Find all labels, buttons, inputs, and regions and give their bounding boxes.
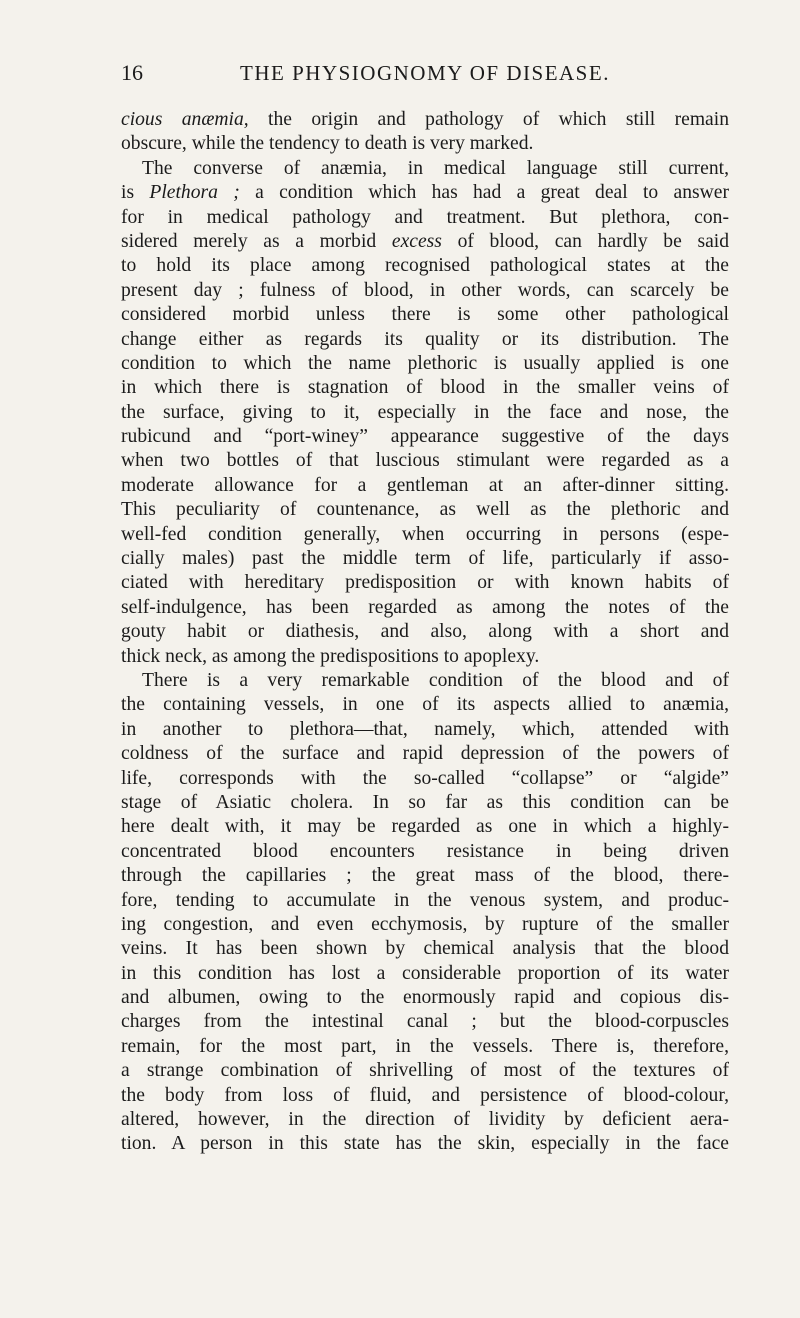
line-text: altered, however, in the direction of lividity by deficient aera- [121, 1109, 729, 1131]
line-text: the containing vessels, in one of its aspects allied to anæmia, [121, 694, 729, 716]
text-line [121, 1084, 729, 1108]
line-text-continued: the origin and pathology of which still remain [248, 109, 729, 130]
text-line [121, 449, 729, 473]
line-text: is [121, 182, 150, 204]
line-text: present day ; fulness of blood, in other words, can scarcely be [121, 279, 729, 301]
line-text: remain, for the most part, in the vessels. There is, therefore, [121, 1035, 729, 1057]
text-line [121, 937, 729, 961]
line-text: condition to which the name plethoric is usually applied is one [121, 352, 729, 374]
text-line [121, 254, 729, 278]
line-text: self-indulgence, has been regarded as among the notes of the [121, 596, 729, 618]
line-text: to hold its place among recognised pathological states at the [121, 255, 729, 277]
text-line [121, 1132, 729, 1156]
line-text: tion. A person in this state has the skin, especially in the face [121, 1133, 729, 1155]
text-line [121, 571, 729, 595]
text-line [121, 328, 729, 352]
text-line [121, 1108, 729, 1132]
text-line [121, 474, 729, 498]
text-line [121, 547, 729, 571]
line-text: in this condition has lost a considerable proportion of its water [121, 962, 729, 984]
line-text: considered morbid unless there is some other pathological [121, 304, 729, 326]
line-text: ciated with hereditary predisposition or with known habits of [121, 572, 729, 594]
line-text: and albumen, owing to the enormously rapid and copious dis- [121, 987, 729, 1009]
text-line [121, 1035, 729, 1059]
text-line [121, 669, 729, 693]
text-line [121, 279, 729, 303]
line-text: thick neck, as among the predispositions to apoplexy. [121, 645, 540, 667]
text-line [121, 596, 729, 620]
text-line [121, 718, 729, 742]
body-text [121, 108, 729, 1157]
page-header [121, 58, 729, 88]
text-line [121, 864, 729, 888]
text-line [121, 376, 729, 400]
text-line [121, 352, 729, 376]
line-italic-text: Plethora ; [149, 182, 240, 204]
text-line [121, 791, 729, 815]
text-line [121, 230, 729, 254]
text-line [121, 1010, 729, 1034]
line-text: rubicund and “port-winey” appearance suggestive of the days [121, 426, 729, 448]
text-line [121, 620, 729, 644]
line-text: well-fed condition generally, when occurring in persons (espe- [121, 523, 729, 545]
line-text: moderate allowance for a gentleman at an after-dinner sitting. [121, 474, 729, 496]
text-line [121, 108, 729, 132]
line-text: The converse of anæmia, in medical language still current, [142, 157, 729, 179]
line-text: There is a very remarkable condition of the blood and of [142, 669, 729, 691]
text-line [121, 498, 729, 522]
line-text: sidered merely as a morbid [121, 230, 392, 252]
line-text: veins. It has been shown by chemical analysis that the blood [121, 938, 729, 960]
line-text: for in medical pathology and treatment. But plethora, con- [121, 206, 729, 228]
line-text: concentrated blood encounters resistance in being driven [121, 840, 729, 862]
line-text: the body from loss of fluid, and persistence of blood-colour, [121, 1084, 729, 1106]
text-line [121, 523, 729, 547]
line-text: change either as regards its quality or its distribution. The [121, 328, 729, 350]
line-text: in which there is stagnation of blood in the smaller veins of [121, 377, 729, 399]
line-text: life, corresponds with the so-called “collapse” or “algide” [121, 767, 729, 789]
line-italic-text: cious anæmia, [121, 109, 249, 130]
text-line [121, 742, 729, 766]
text-line [121, 425, 729, 449]
line-text: stage of Asiatic cholera. In so far as this condition can be [121, 791, 729, 813]
text-line [121, 1059, 729, 1083]
text-line [121, 303, 729, 327]
text-line [121, 889, 729, 913]
text-line [121, 693, 729, 717]
line-text: the surface, giving to it, especially in the face and nose, the [121, 401, 729, 423]
line-text: coldness of the surface and rapid depression of the powers of [121, 743, 729, 765]
line-text: obscure, while the tendency to death is very marked. [121, 133, 534, 155]
text-line [121, 913, 729, 937]
line-text: ing congestion, and even ecchymosis, by rupture of the smaller [121, 913, 729, 935]
text-line [121, 401, 729, 425]
line-text: in another to plethora—that, namely, which, attended with [121, 718, 729, 740]
text-line [121, 840, 729, 864]
page-number: 16 [121, 60, 143, 85]
line-text: through the capillaries ; the great mass of the blood, there- [121, 865, 729, 887]
text-line [121, 206, 729, 230]
text-line [121, 645, 729, 669]
line-text: cially males) past the middle term of life, particularly if asso- [121, 548, 729, 570]
line-text: when two bottles of that luscious stimulant were regarded as a [121, 450, 729, 472]
line-text: here dealt with, it may be regarded as one in which a highly- [121, 816, 729, 838]
text-line [121, 181, 729, 205]
line-italic-text: excess [391, 230, 442, 252]
text-line [121, 767, 729, 791]
text-line [121, 132, 729, 156]
line-text: gouty habit or diathesis, and also, along with a short and [121, 621, 729, 643]
line-text: charges from the intestinal canal ; but the blood-corpuscles [121, 1011, 729, 1033]
line-text-continued: of blood, can hardly be said [441, 230, 729, 252]
text-line [121, 962, 729, 986]
running-head: THE PHYSIOGNOMY OF DISEASE. [240, 61, 610, 85]
text-line [121, 157, 729, 181]
line-text: fore, tending to accumulate in the venous system, and produc- [121, 889, 729, 911]
text-line [121, 986, 729, 1010]
text-line [121, 815, 729, 839]
line-text: a strange combination of shrivelling of most of the textures of [121, 1060, 729, 1082]
line-text: This peculiarity of countenance, as well as the plethoric and [121, 499, 729, 521]
line-text-continued: a condition which has had a great deal to answer [239, 182, 729, 204]
